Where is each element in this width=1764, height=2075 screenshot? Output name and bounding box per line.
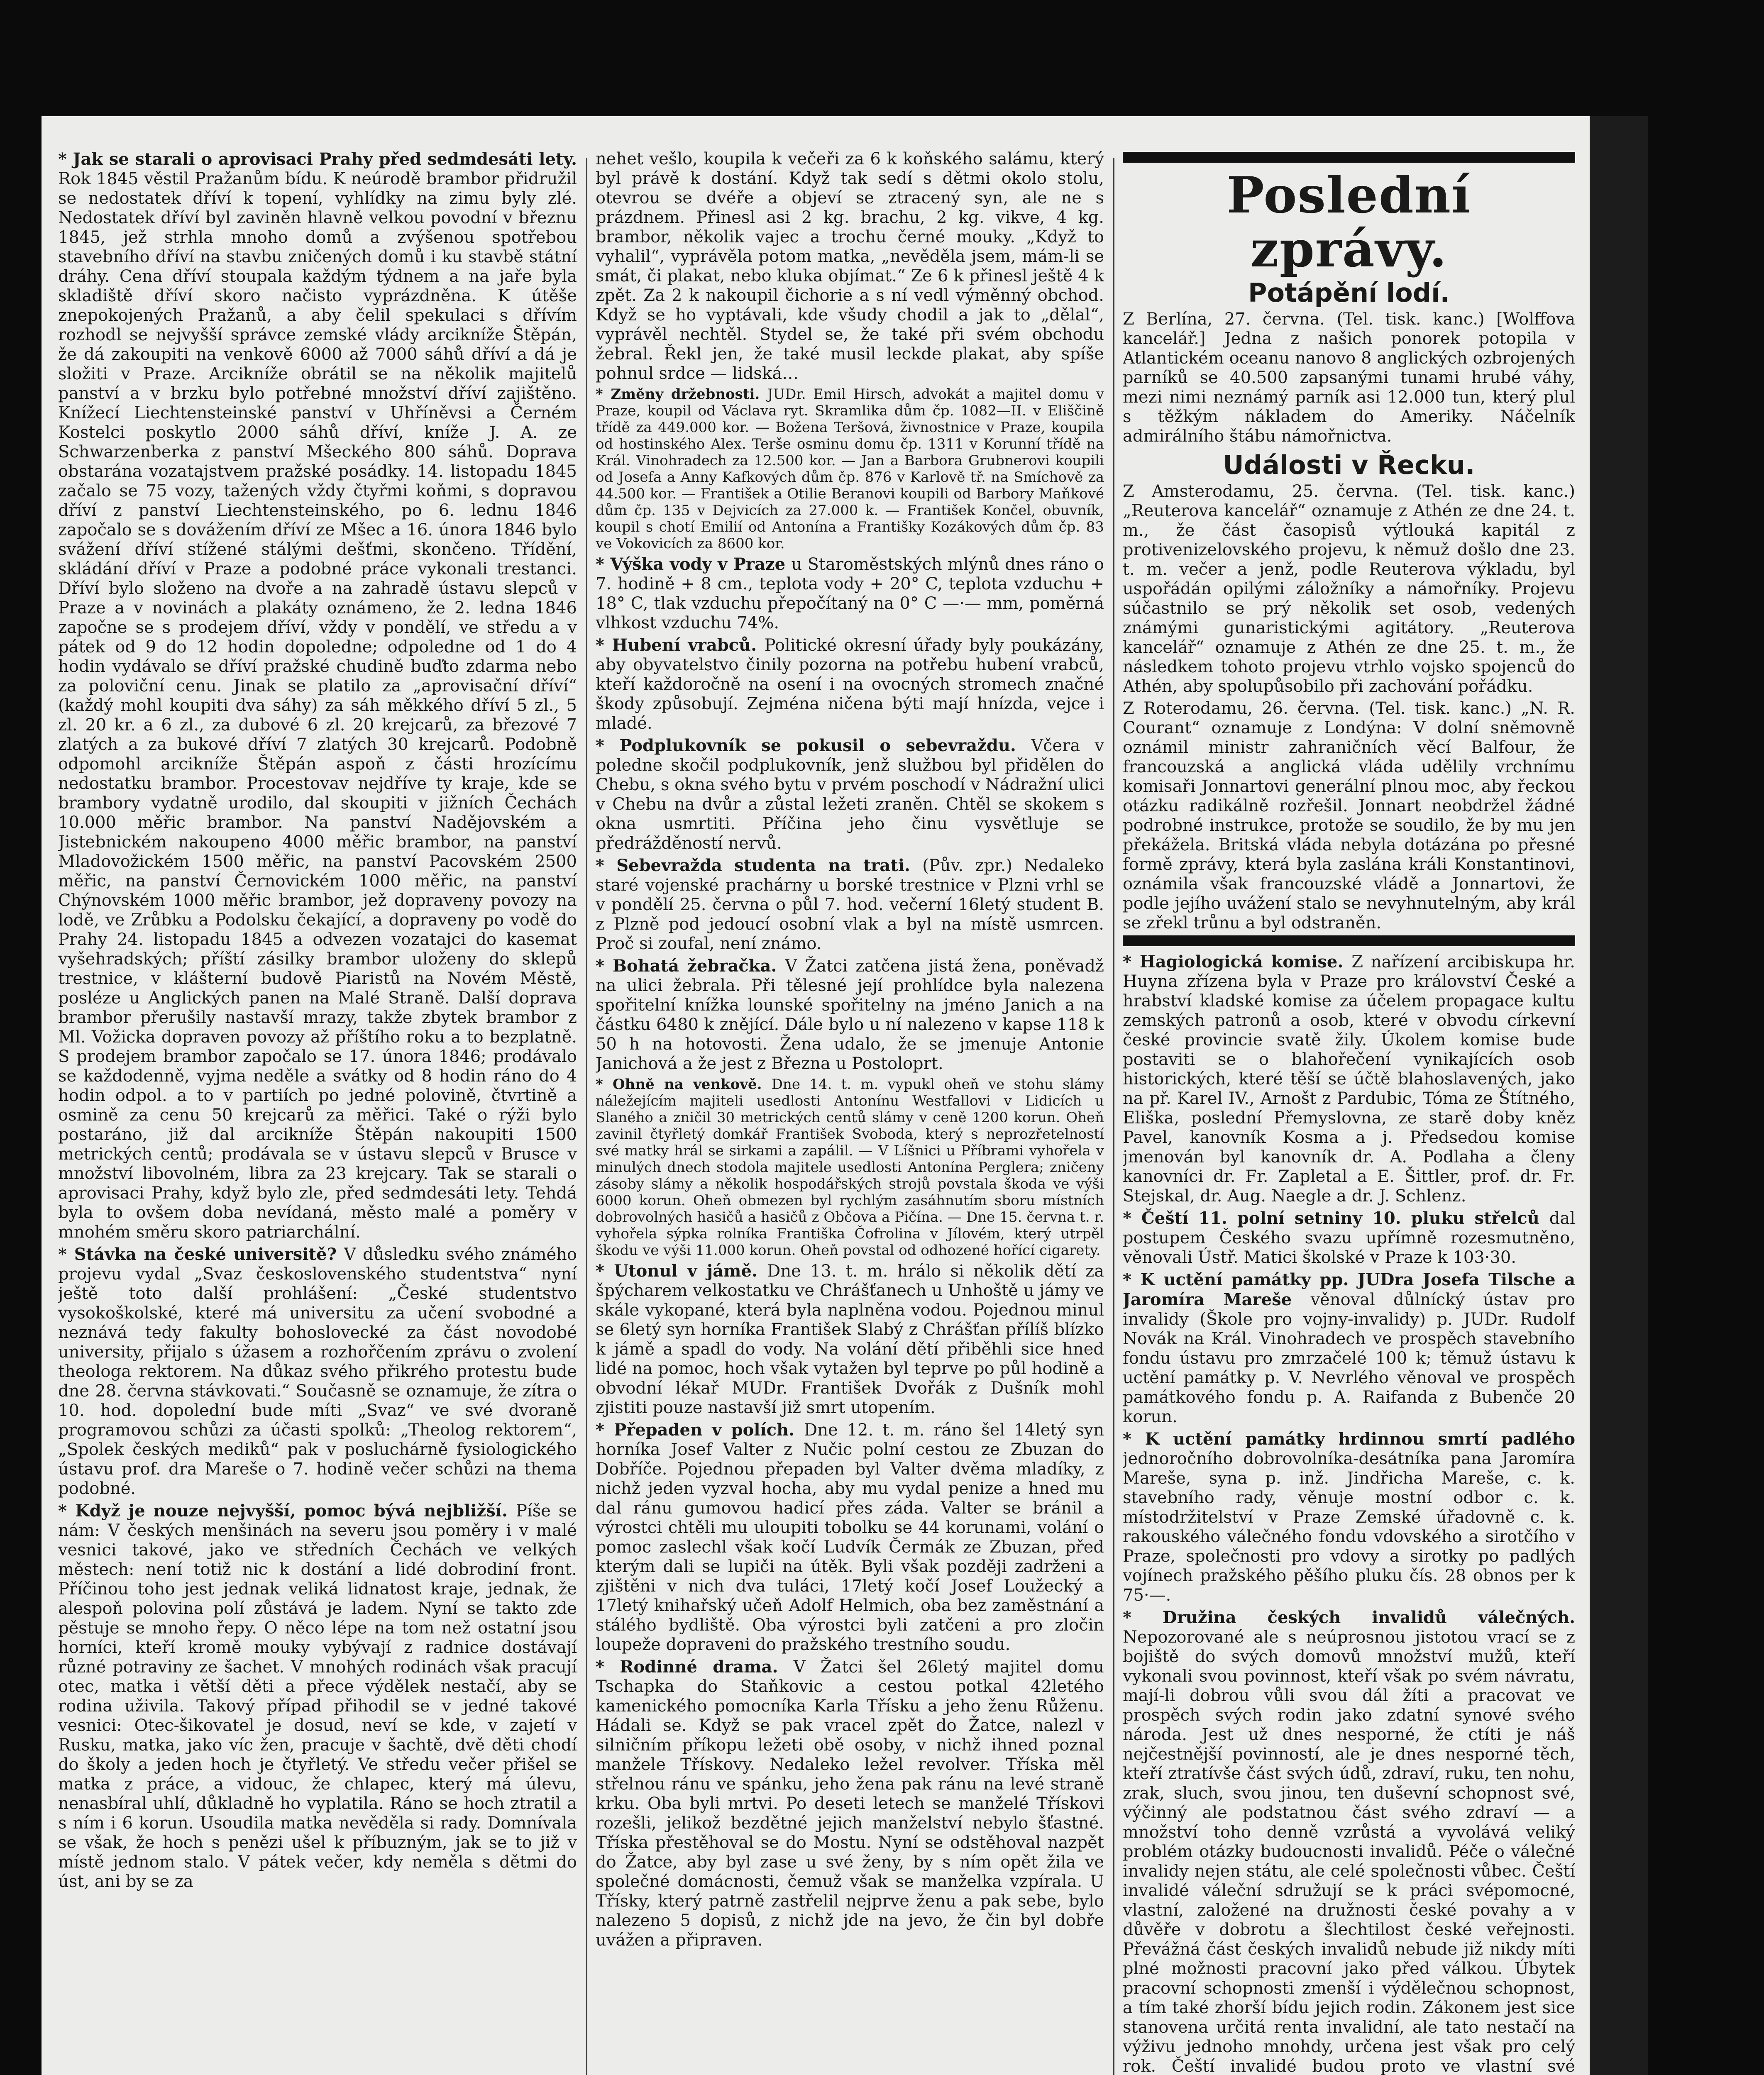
- subsection-title: Události v Řecku.: [1223, 450, 1475, 480]
- column-rule: [1113, 158, 1114, 2075]
- news-item: [596, 149, 1104, 383]
- news-item: [596, 1657, 1104, 1950]
- column-left: [58, 149, 577, 2075]
- news-item-body: nehet vešlo, koupila k večeři za 6 k koňského salámu, který byl právě k dostání. Když tak sedí s dětmi okolo stolu, otevrou se dvéře a objeví se ztracený syn, ale ne s prázdnem. Přinesl asi 2 kg. brachu, 2 kg. vikve, 4 kg. brambor, několik vajec a trochu černé mouky. „Když to vyhalil“, vyprávěla potom matka, „nevěděla jsem, mám-li se smát, či plakat, nebo kluka objímat.“ Ze 6 k přinesl ještě 4 k zpět. Za 2 k nakoupil čichorie a s ní vedl výměnný obchod. Když se ho vyptávali, kde všudy chodil a jak to „dělal“, vyprávěl nechtěl. Stydel se, že také při svém obchodu žebral. Řekl jen, že také musil leckde plakat, aby spíše pohnul srdce — lidská…: [596, 149, 1104, 383]
- news-item: [1123, 1429, 1575, 1605]
- news-paragraph: Z Amsterodamu, 25. června. (Tel. tisk. kanc.) „Reuterova kancelář“ oznamuje z Athén ze dne 24. t. m., že část časopisů výtlouká kapitál z protivenizelovského projevu, k němuž došlo dne 23. t. m. večer a jenž, podle Reuterova výkladu, byl uspořádán opilými záložníky a námořníky. Projevu súčastnilo se prý několik set osob, vedených známými gunaristickými agitátory. „Reuterova kancelář“ oznamuje z Athén ze dne 25. t. m., že následkem tohoto projevu vtrhlo vojsko spojenců do Athén, aby spolupůsobilo při zachování pořádku.: [1123, 482, 1575, 696]
- subsection-title: Potápění lodí.: [1248, 278, 1450, 308]
- news-item-body: Nepozorované ale s neúprosnou jistotou vrací se z bojiště do svých domovů množství mužů, kteří vykonali svou povinnost, kteří však po svém návratu, mají-li dobrou vůli svou dál žíti a pracovat ve prospěch svých rodin jako zdatní synové svého národa. Jest už dnes nesporné, že ctíti je náš nejčestnější povinností, ale je dnes nesporné těch, kteří ztratívše část svých údů, zdraví, ruku, ten nohu, zrak, sluch, svou jinou, ten duševní schopnost své, výčinný ale podstatnou část svého zdraví — a množství toho denně vzrůstá a vyvolává veliký problém otázky budoucnosti invalidů. Péče o válečné invalidy nejen státu, ale celé společnosti vůbec. Čeští invalidé váleční sdružují se k práci svépomocné, vlastní, založené na družnosti české povahy a v důvěře v dobrotu a šlechtilost české veřejnosti. Převážná část českých invalidů nebude již nikdy míti plné možnosti pracovní jako před válkou. Úbytek pracovní schopnosti zmenší i výdělečnou schopnost, a tím také zhorší bídu jejich rodin. Zákonem jest sice stanovena určitá renta invalidní, ale tato nestačí na výživu jednoho mnohdy, určena jest však pro celý rok. Čeští invalidé budou proto ve vlastní své: [1123, 1628, 1575, 2075]
- news-item: [1123, 1208, 1575, 1267]
- news-item-body: Dne 12. t. m. ráno šel 14letý syn horníka Josef Valter z Nučic polní cestou ze Zbuzan do Dobříče. Pojednou přepaden byl Valter dvěma mladíky, z nichž jeden vyzval hocha, aby mu vydal penize a hned mu dal ránu gumovou hadicí přes záda. Valter se bránil a výrostci chtěli mu uloupiti tobolku se 44 korunami, volání o pomoc zaslechl však kočí Ludvík Čermák ze Zbuzan, před kterým dali se lupiči na útěk. Byli však později zadrženi a zjištěni v nich dva tuláci, 17letý kočí Josef Loužecký a 17letý knihařský učeň Adolf Helmich, oba bez zaměstnání a stálého bydliště. Oba výrostci byli zatčeni a pro zločin loupeže dopraveni do pražského trestního soudu.: [596, 1421, 1104, 1654]
- section-title: Poslední zprávy.: [1226, 166, 1471, 278]
- newspaper-page: [42, 116, 1590, 2075]
- news-item: [596, 1420, 1104, 1655]
- news-item-body: V Žatci zatčena jistá žena, poněvadž na ulici žebrala. Při tělesné její prohlídce byla nalezena spořitelní knížka lounské spořitelny na jméno Janich a na částku 6480 k znějící. Dále bylo u ní nalezeno v kapse 118 k 50 h na hotovosti. Žena udalo, že se jmenuje Antonie Janichová a že jest z Března u Postoloprt.: [596, 957, 1104, 1073]
- news-item: [58, 1245, 577, 1499]
- news-item-body: jednoročního dobrovolníka-desátníka pana Jaromíra Mareše, syna p. inž. Jindřicha Mareše, c. k. stavebního rady, věnuje mostní odbor c. k. místodržitelství v Praze Zemské úřadovně c. k. rakouského válečného fondu vdovského a sirotčího v Praze, společnosti pro vdovy a sirotky po padlých vojínech pražského pěšího pluku čís. 28 obnos per k 75·—.: [1123, 1449, 1575, 1605]
- news-item-body: Z nařízení arcibiskupa hr. Huyna zřízena byla v Praze pro království České a hrabství kladské komise za účelem propagace kultu zemských patronů a osob, které v obvodu církevní české provincie svatě žily. Úkolem komise bude postaviti se o blahořečení vynikajících osob historických, které těší se účtě blahoslavených, jako na př. Karel IV., Arnošt z Pardubic, Tóma ze Štítného, Eliška, poslední Přemyslovna, ze starě doby kněz Pavel, kanovník Kosma a j. Předsedou komise jmenován byl kanovník dr. A. Podlaha a členy kanovníci dr. Fr. Zapletal a E. Šittler, prof. dr. Fr. Stejskal, dr. Aug. Naegle a dr. J. Schlenz.: [1123, 952, 1575, 1206]
- heavy-rule: [1123, 935, 1575, 946]
- news-item: [596, 386, 1104, 552]
- heavy-rule: [1123, 152, 1575, 163]
- news-item-heading: * Podplukovník se pokusil o sebevraždu.: [596, 736, 1031, 755]
- news-item: [596, 736, 1104, 853]
- news-item-heading: * Ohně na venkově.: [596, 1076, 772, 1093]
- scan-edge: [1590, 116, 1648, 2075]
- news-item: [596, 956, 1104, 1074]
- news-item-body: Píše se nám: V českých menšinách na severu jsou poměry i v malé vesnici takové, jako ve středních Čechách ve velkých městech: není totiž nic k dostání a lidé dobrodiní front. Příčinou toho jest jednak veliká lidnatost kraje, jednak, že alespoň polovina polí zůstává je ladem. Nyní se takto zde pěstuje se mnoho řepy. O něco lépe na tom než ostatní jsou horníci, kteří kromě mouky vybývají z radnice dostávají různé potraviny ze šachet. V mnohých rodinách však pracují otec, matka i větší děti a přece výdělek nestačí, aby se rodina uživila. Takový případ přihodil se v jedné takové vesnici: Otec-šikovatel je dosud, neví se kde, v zajetí v Rusku, matka, jako víc žen, pracuje v šachtě, dvě děti chodí do školy a jeden hoch je čtyřletý. Ve středu večer přišel se matka z práce, a vidouc, že chlapec, který má úlevu, nenasbíral uhlí, důkladně ho vyplatila. Ráno se hoch ztratil a s ním i 6 korun. Usoudila matka nevěděla si rady. Domnívala se však, že hoch s penězi ušel k příbuzným, jak se to již v místě jednom stalo. V pátek večer, kdy neměla s dětmi do úst, ani by se za: [58, 1501, 577, 1891]
- news-item-body: dal postupem Českého svazu upřímně rozesmutněno, věnovali Ústř. Matici školské v Praze k 103·30.: [1123, 1209, 1575, 1267]
- column-rule: [586, 158, 587, 2075]
- news-item-heading: * Jak se starali o aprovisaci Prahy před sedmdesáti lety.: [58, 149, 577, 169]
- news-item-heading: * Stávka na české universitě?: [58, 1245, 344, 1264]
- news-item-body: (Pův. zpr.) Nedaleko staré vojenské prachárny u borské trestnice v Plzni vrhl se v pondělí 25. června o půl 7. hod. večerní 16letý student B. z Plzně pod jedoucí osobní vlak a byl na místě usmrcen. Proč si zoufal, není známo.: [596, 856, 1104, 953]
- news-item: [58, 1501, 577, 1892]
- news-item-heading: * Utonul v jámě.: [596, 1261, 767, 1281]
- news-item-heading: * K uctění památky hrdinnou smrtí padlého: [1123, 1429, 1575, 1449]
- news-item-body: Dne 13. t. m. hrálo si několik dětí za špýcharem velkostatku ve Chrášťanech u Unhoště u jámy ve skále vykopané, která byla naplněna vodou. Pojednou minul se 6letý syn horníka František Slabý z Chrášťan přílíš blízko k jámě a spadl do vody. Na volání dětí přiběhli sice hned lidé na pomoc, hoch však vytažen byl teprve po půl hodině a obvodní lékař MUDr. František Dvořák z Dušník mohl zjistiti pouze nastavší již smrt utopením.: [596, 1262, 1104, 1417]
- column-right: [1123, 149, 1575, 2075]
- news-item-heading: * Když je nouze nejvyšší, pomoc bývá nejbližší.: [58, 1501, 516, 1521]
- news-item-body: Včera v poledne skočil podplukovník, jenž službou byl přidělen do Chebu, s okna svého bytu v prvém poschodí v Nádražní ulici v Chebu na dvůr a zůstal ležeti zraněn. Chtěl se skokem s okna usmrtiti. Příčina jeho činu vysvětluje se předrážděností nervů.: [596, 736, 1104, 853]
- news-item: [596, 1261, 1104, 1418]
- news-item-heading: * Čeští 11. polní setniny 10. pluku střelců: [1123, 1208, 1549, 1228]
- news-item: [596, 1076, 1104, 1259]
- news-item-heading: * Bohatá žebračka.: [596, 956, 785, 976]
- news-item-body: JUDr. Emil Hirsch, advokát a majitel domu v Praze, koupil od Václava ryt. Skramlika dům čp. 1082—II. v Eliščině třídě za 449.000 kor. — Božena Teršová, živnostnice v Praze, koupila od hostinského Alex. Terše osminu domu čp. 1311 v Korunní třídě na Král. Vinohradech za 12.500 kor. — Jan a Barbora Grubnerovi koupili od Josefa a Anny Kafkových dům čp. 876 v Karlově tř. na Smíchově za 44.500 kor. — František a Otilie Beranovi koupili od Barbory Maňkové dům čp. 135 v Dejvicích za 27.000 k. — František Končel, obuvník, koupil s chotí Emilií od Antonína a Františky Kozákových dům čp. 83 ve Vokovicích za 8600 kor.: [596, 386, 1104, 552]
- news-items: [1123, 952, 1575, 2075]
- news-paragraph: Z Roterodamu, 26. června. (Tel. tisk. kanc.) „N. R. Courant“ oznamuje z Londýna: V dolní sněmovně oznámil ministr zahraničních věcí Balfour, že francouzská a anglická vláda udělily vrchnímu komisaři Jonnartovi generální plnou moc, aby řeckou otázku radikálně rozřešil. Jonnart neobdržel žádné podrobné instrukce, protože se soudilo, že by mu jen překážela. Britská vláda nebyla dotázána po přesné formě zprávy, která byla zaslána králi Konstantinovi, oznámila však francouzské vládě a Jonnartovi, že podle jejího uvážení stalo se nevyhnutelným, aby král se zřekl trůnu a byl odstraněn.: [1123, 699, 1575, 933]
- news-paragraph: Z Berlína, 27. června. (Tel. tisk. kanc.) [Wolffova kancelář.] Jedna z našich ponorek potopila v Atlantickém oceanu nanovo 8 anglických ozbrojených parníků se 40.500 zapsanými tunami hrubé váhy, mezi nimi neznámý parník asi 12.000 tun, který plul s těžkým nákladem do Ameriky. Náčelník admirálního štábu námořnictva.: [1123, 310, 1575, 446]
- news-item-body: věnoval důlnícký ústav pro invalidy (Škole pro vojny-invalidy) p. JUDr. Rudolf Novák na Král. Vinohradech ve prospěch stavebního fondu ústavu pro zmrzačelé 100 k; těmuž ústavu k uctění památky p. V. Nevrlého věnoval ve prospěch památkového fondu p. A. Raifanda z Bubenče 20 korun.: [1123, 1290, 1575, 1426]
- news-item: [1123, 1608, 1575, 2075]
- news-item: [1123, 952, 1575, 1206]
- news-item-body: V důsledku svého známého projevu vydal „Svaz československého studentstva“ nyní ještě toto další prohlášení: „České studentstvo vysokoškolské, které má universitu za učení svobodné a neznává tedy fakulty bohoslovecké za část novodobé university, přijalo s úžasem a rozhořčením zprávu o zvolení theologa rektorem. Na důkaz svého přikrého protestu bude dne 28. června stávkovati.“ Současně se oznamuje, že zítra o 10. hod. dopolední bude míti „Svaz“ ve své dvoraně programovou schůzi za účasti spolků: „Theolog rektorem“, „Spolek českých mediků“ pak v posluchárně fysiologického ústavu prof. dra Mareše o 7. hodině večer schůzi na thema podobné.: [58, 1245, 577, 1498]
- news-item-body: Dne 14. t. m. vypukl oheň ve stohu slámy náležejícím majiteli usedlosti Antonínu Westfallovi v Lidicích u Slaného a zničil 30 metrických centů slámy v ceně 1200 korun. Oheň zavinil čtyřletý domkář František Svoboda, který s neprozřetelností své matky hrál se sirkami a zapálil. — V Líšnici u Příbrami vyhořela v minulých dnech stodola majitele usedlosti Antonína Perglera; zničeny zásoby slámy a několik hospodářských strojů povstala škoda ve výši 6000 korun. Oheň obmezen byl rychlým zasáhnutím sboru místních dobrovolných hasičů a hasičů z Občova a Pičína. — Dne 15. června t. r. vyhořela sýpka rolníka Františka Čofrolina v Jílovém, který utrpěl škodu ve výši 11.000 korun. Oheň povstal od odhozené hořící cigarety.: [596, 1076, 1104, 1259]
- column-middle: [596, 149, 1104, 2075]
- news-item: [1123, 1270, 1575, 1427]
- news-item-heading: * Družina českých invalidů válečných.: [1123, 1608, 1575, 1627]
- news-item-heading: * Hagiologická komise.: [1123, 952, 1352, 972]
- news-item-heading: * Přepaden v polích.: [596, 1420, 804, 1440]
- news-item-heading: * Změny držebnosti.: [596, 386, 767, 403]
- news-item: [596, 856, 1104, 954]
- news-item-body: Rok 1845 věstil Pražanům bídu. K neúrodě brambor přidružil se nedostatek dříví k topení, vyhlídky na zimu byly zlé. Nedostatek dříví byl zaviněn hlavně velkou povodní v březnu 1845, jež strhla mnoho domů a zvýšenou spotřebou stavebního dříví na stavbu zničených domů i ku stavbě státní dráhy. Cena dříví stoupala každým týdnem a na jaře byla skladiště dříví skoro načisto vyprázdněna. K útěše znepokojených Pražanů, a aby čelil spekulaci s dřívím rozhodl se nejvyšší správce zemské vlády arciknížе Štěpán, že dá zakoupiti na venkově 6000 až 7000 sáhů dříví a dá je složiti v Praze. Arciknížе obrátil se na několik majitelů panství a v brzku bylo potřebné množství dříví zajištěno. Knížecí Liechtensteinské panství v Uhříněvsi a Černém Kostelci poskytlo 2000 sáhů dříví, kníže J. A. ze Schwarzenberka z panství Mšeckého 800 sáhů. Doprava obstarána vozatajstvem pražské posádky. 14. listopadu 1845 začalo se 75 vozy, tažených vždy čtyřmi koňmi, s dopravou dříví z panství Liechtensteinského, po 6. lednu 1846 započalo se s dovážením dříví ze Mšec a 16. února 1846 bylo svážení dříví stížené stálými dešťmi, skončeno. Třídění, skládání dříví v Praze a podobné práce vykonali trestanci. Dříví bylo složeno na dvoře a na zahradě ústavu slepců v Praze a v novinách a plakáty oznámeno, že 2. ledna 1846 započne se s prodejem dříví, vždy v pondělí, ve středu a v pátek od 9 do 12 hodin dopoledne; odpoledne od 1 do 4 hodin vydávalo se dříví pražské chudině buďto zdarma nebo za poloviční cenu. Jinak se platilo za „aprovisační dříví“ (každý mohl koupiti dva sáhy) za sáh měkkého dříví 5 zl., 5 zl. 20 kr. a 6 zl., za dubové 6 zl. 20 krejcarů, za březové 7 zlatých a za bukové dříví 7 zlatých 30 krejcarů. Podobně odpomohl arciknížе Štěpán aspoň z části hrozícímu nedostatku brambor. Procestovav nejdříve ty kraje, kde se brambory vydatně urodilo, dal skoupiti v jižních Čechách 10.000 měřic brambor. Na panství Nadějovském a Jistebnickém nakoupeno 4000 měřic brambor, na panství Mladovožickém 1500 měřic, na panství Pacovském 2500 měřic, na panství Černovickém 1000 měřic, na panství Chýnovském 1000 měřic brambor, jež dopraveny povozy na lodě, ve Zrůbku a Podolsku čekající, a dopraveny po vodě do Prahy 24. listopadu 1845 a odvezen vozatajci do kasemat vyšehradských; příští zásilky brambor uloženy do sklepů trestnice, v klášterní budově Piaristů na Novém Městě, posléze u Anglických panen na Malé Straně. Další doprava brambor přerušily nastavší mrazy, takže zbytek brambor z Ml. Vožicka dopraven povozy až příštího roku a to bezplatně. S prodejem brambor započalo se 17. února 1846; prodávalo se každodenně, vyjma neděle a svátky od 8 hodin ráno do 4 hodin odpol. a to v partiích po jedné polovině, čtvrtině a osmině za cenu 50 krejcarů za měřici. Také o rýži bylo postaráno, již dal arciknížе Štěpán nakoupiti 1500 metrických centů; prodávala se v ústavu slepců v Brusce v množství libovolném, libra za 23 krejcary. Tak se starali o aprovisaci Prahy, když bylo zle, před sedmdesáti lety. Tehdá byla to ovšem doba nevídaná, město malé a poměry v mnohém směru skoro patriarchální.: [58, 169, 577, 1242]
- news-item-heading: * Sebevražda studenta na trati.: [596, 856, 923, 875]
- news-item-heading: * Výška vody v Praze: [596, 554, 792, 574]
- news-item-body: V Žatci šel 26letý majitel domu Tschapka do Staňkovic a cestou potkal 42letého kamenického pomocníka Karla Třísku a jeho ženu Růženu. Hádali se. Když se pak vracel zpět do Žatce, nalezl v silničním příkopu ležeti obě osoby, v nichž ihned poznal manžele Třískovy. Nedaleko ležel revolver. Tříska měl střelnou ránu ve spánku, jeho žena pak ránu na levé straně krku. Oba byli mrtvi. Po deseti letech se manželé Třískovi rozešli, jelikož bezdětné jejich manželství nebylo šťastné. Tříska přestěhoval se do Mostu. Nyní se odstěhoval nazpět do Žatce, aby byl zase u své ženy, by s ním opět žila ve společné domácnosti, čemuž však se manželka vzpírala. U Třísky, který patrně zastřelil nejprve ženu a pak sebe, bylo nalezeno 5 dopisů, z nichž jde na jevo, že čin byl dobře uvážen a připraven.: [596, 1658, 1104, 1950]
- news-item-heading: * K uctění památky pp. JUDra Josefa Tilsche a Jaromíra Mareše: [1123, 1270, 1575, 1309]
- news-item: [596, 635, 1104, 733]
- news-item: [58, 149, 577, 1242]
- news-item-heading: * Rodinné drama.: [596, 1657, 794, 1677]
- news-item-heading: * Hubení vrabců.: [596, 635, 765, 655]
- news-item: [596, 554, 1104, 633]
- news-item-body: Politické okresní úřady byly poukázány, aby obyvatelstvo činily pozorna na potřebu hubení vrabců, kteří každoročně na osení i na ovocných stromech značné škody způsobují. Zejména ničena býti mají hnízda, vejce i mladé.: [596, 636, 1104, 733]
- news-item-body: u Staroměstských mlýnů dnes ráno o 7. hodině + 8 cm., teplota vody + 20° C, teplota vzduchu + 18° C, tlak vzduchu přepočítaný na 0° C —·— mm, poměrná vlhkost vzduchu 74%.: [596, 555, 1104, 632]
